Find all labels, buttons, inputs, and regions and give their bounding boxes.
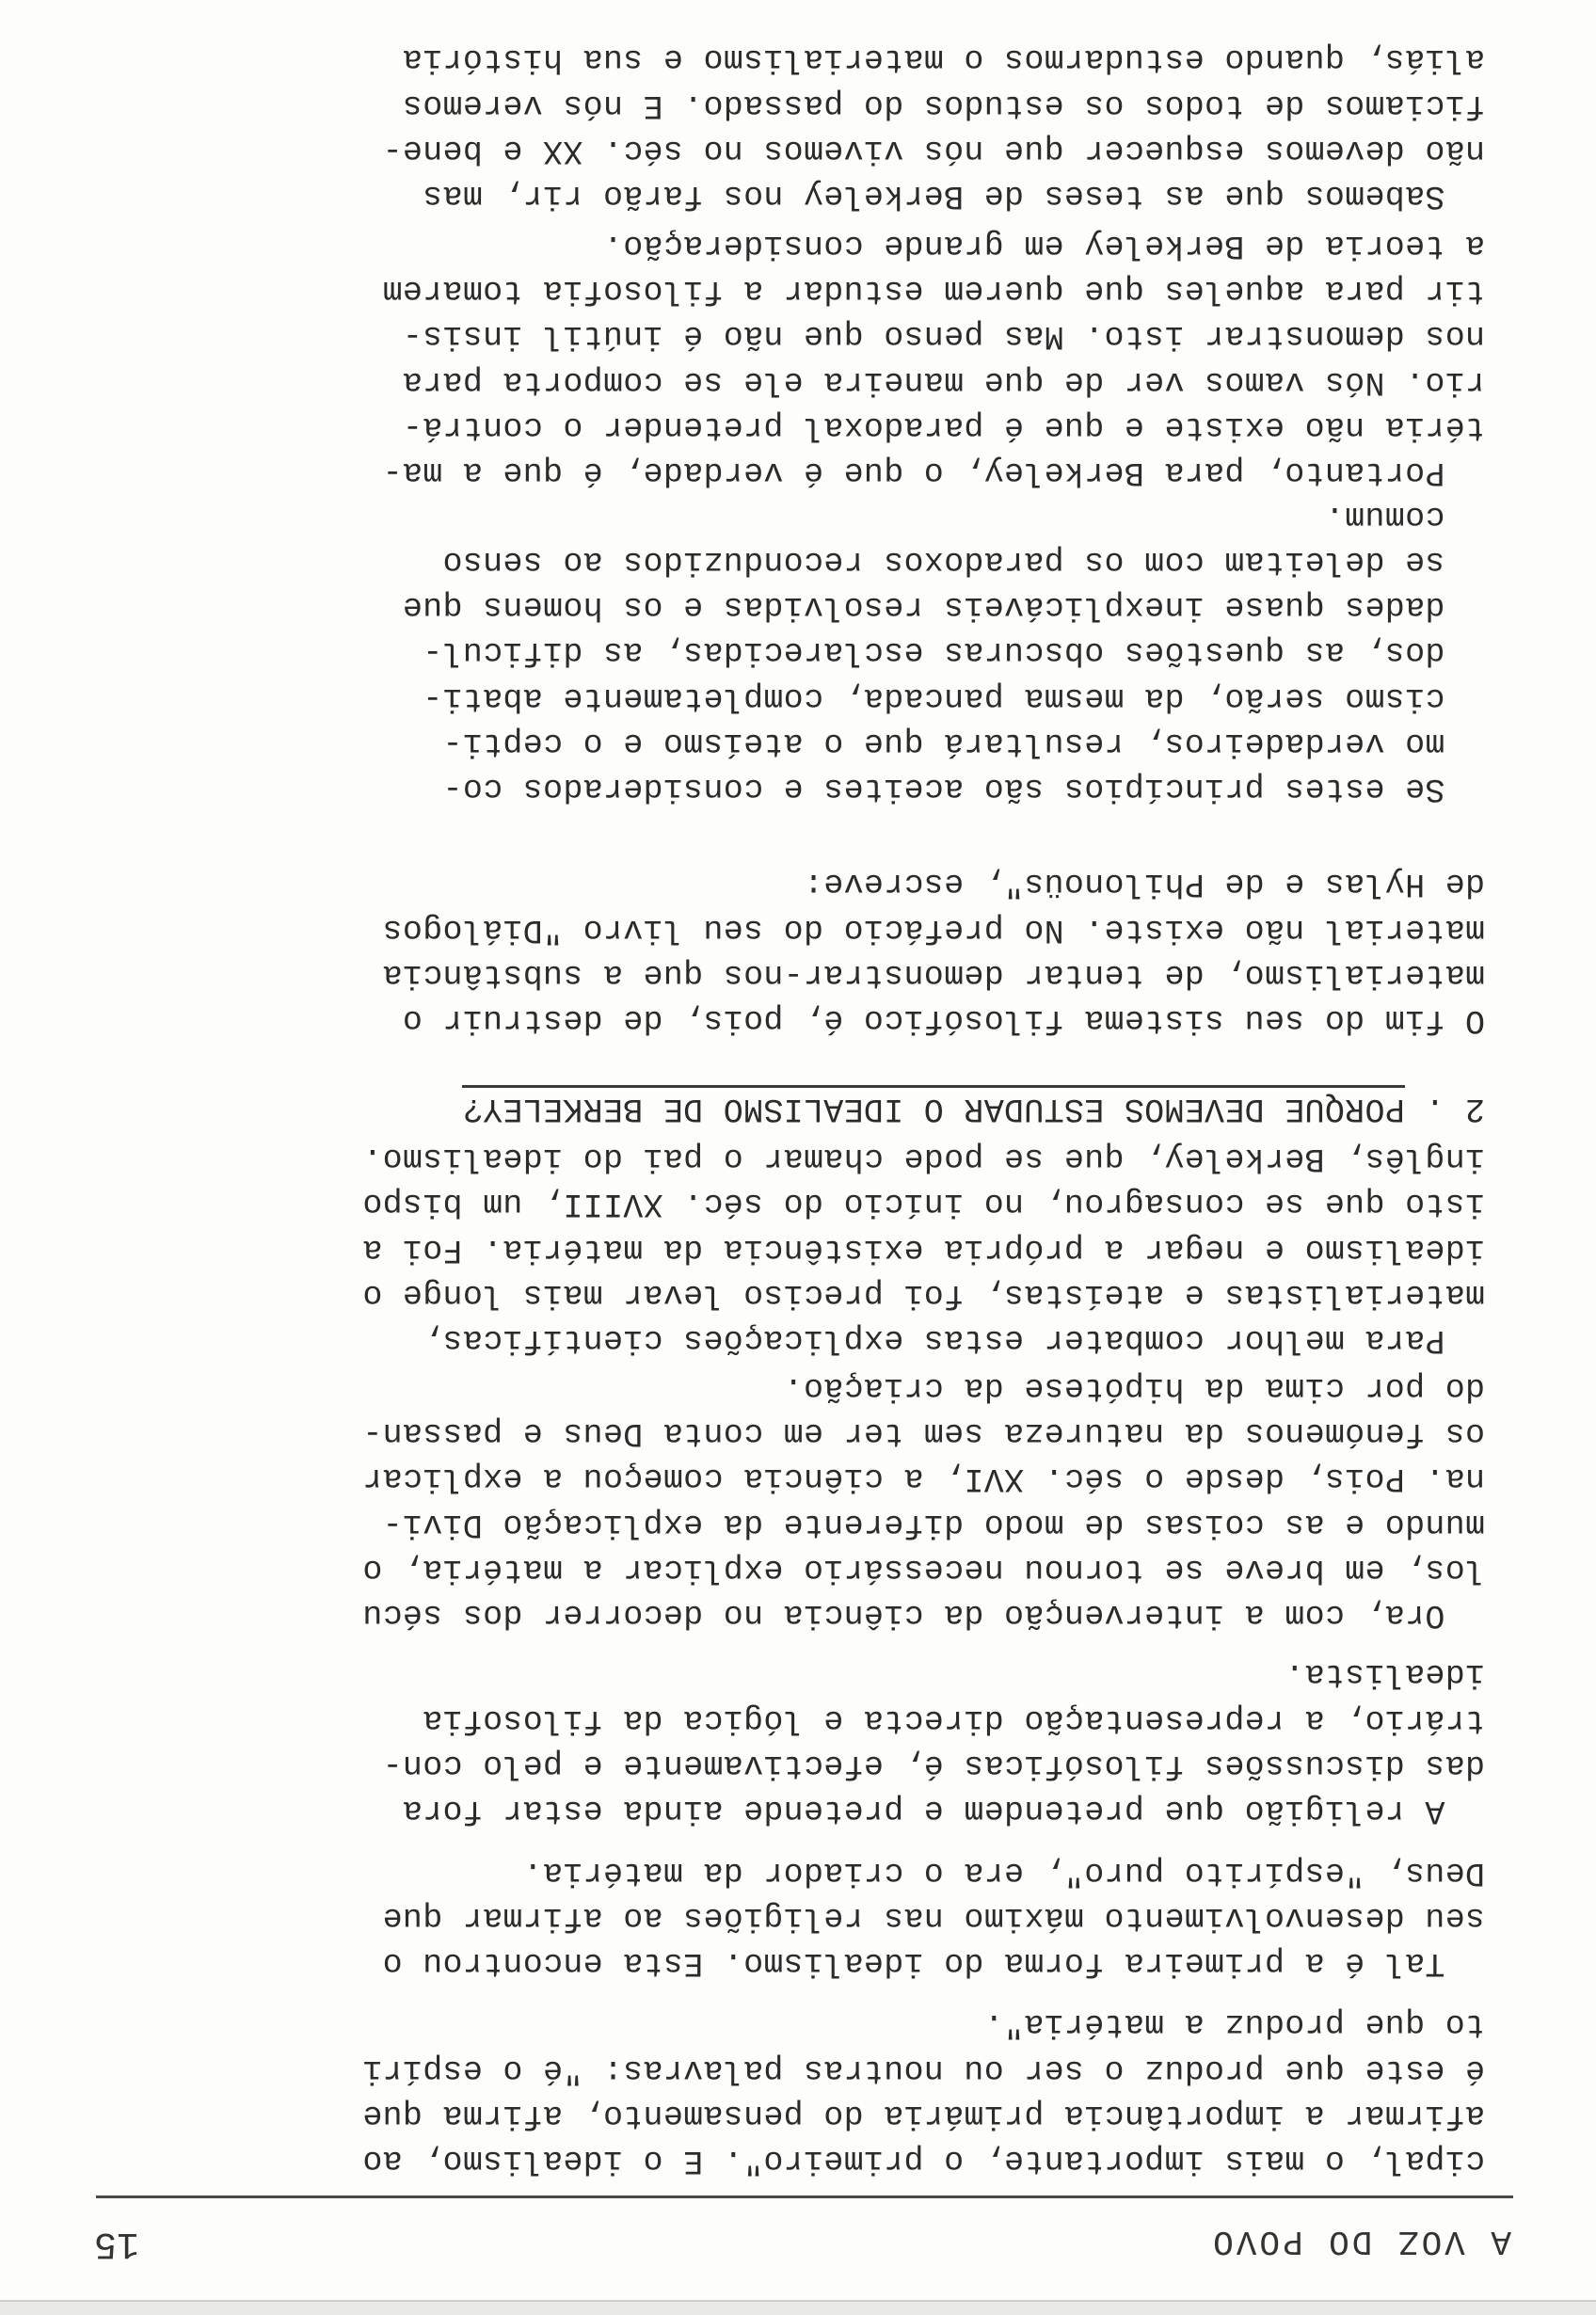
paragraph: Para melhor combater estas explicações científicas, materialistas e ateístas, foi preciso levar mais longe o idealismo e negar a própria existência da matéria. Foi a isto que se consagrou, no início do séc. XVIII, um bispo inglês, Berkeley, que se pode chamar o pai do idealismo. [362, 1140, 1485, 1359]
section-number: 2 . [1425, 1090, 1485, 1127]
page-header [94, 2213, 1511, 2270]
paragraph: Sabemos que as teses de Berkeley nos farão rir, mas não devemos esquecer que nós vivemos no séc. XX e bene- ficiamos de todos os estudos do passado. E nós veremos aliás, quando estudarmos o materialismo e sua história [382, 40, 1485, 215]
paragraph: Ora, com a intervenção da ciência no decorrer dos sécu los, em breve se tornou necessário explicar a matéria, o mundo e as coisas de modo diferente da explicação Divi- na. Pois, desde o séc. XVI, a ciência começou a explicar os fenómenos da natureza sem ter em conta Deus e passan- do por cima da hipótese da criação. [362, 1368, 1485, 1634]
publication-title: A VOZ DO POVO [1210, 2222, 1511, 2260]
block-quote: Se estes princípios são aceites e considerados co- mo verdadeiros, resultará que o ateísmo e o cepti- cismo serão, da mesma pancada, completamente abati- dos, as questões obscuras esclarecidas, as dificul- dades quase inexplicáveis resolvidas e os homens que se deleitam com os paradoxos reconduzidos ao senso comum. [402, 497, 1445, 807]
paragraph: Portanto, para Berkeley, o que é verdade, é que a ma- téria não existe e que é paradoxal pretender o contrá- rio. Nós vamos ver de que maneira ele se comporta para nos demonstrar isto. Mas penso que não é inútil insis- tir para aqueles que querem estudar a filosofia tomarem a teoria de Berkeley em grande consideração. [382, 226, 1485, 491]
paragraph: O fim do seu sistema filosófico é, pois, de destruir o materialismo, de tentar demonstrar-nos que a substância material não existe. No prefácio do seu livro "Diálogos de Hylas e de Philonoüs", escreve: [382, 865, 1485, 1039]
paragraph: A religião que pretendem e pretende ainda estar fora das discussões filosóficas é, efectivamente e pelo con- trário, a representação directa e lógica da filosofia idealista. [382, 1655, 1485, 1829]
section-title: PORQUE DEVEMOS ESTUDAR O IDEALISMO DE BERKELEY? [463, 1085, 1405, 1127]
page-number: 15 [94, 2222, 140, 2264]
scan-edge [0, 2300, 1596, 2315]
section-heading [102, 1086, 1485, 1131]
header-rule [96, 2195, 1513, 2198]
paragraph: Tal é a primeira forma do idealismo. Esta encontrou o seu desenvolvimento máximo nas religiões ao afirmar que Deus, "espírito puro", era o criador da matéria. [382, 1853, 1485, 1982]
paragraph: cipal, o mais importante, o primeiro". E o idealismo, ao afirmar a importância primária do pensamento, afirma que é este que produz o ser ou noutras palavras: "é o espíri to que produz a matéria". [362, 2005, 1485, 2179]
